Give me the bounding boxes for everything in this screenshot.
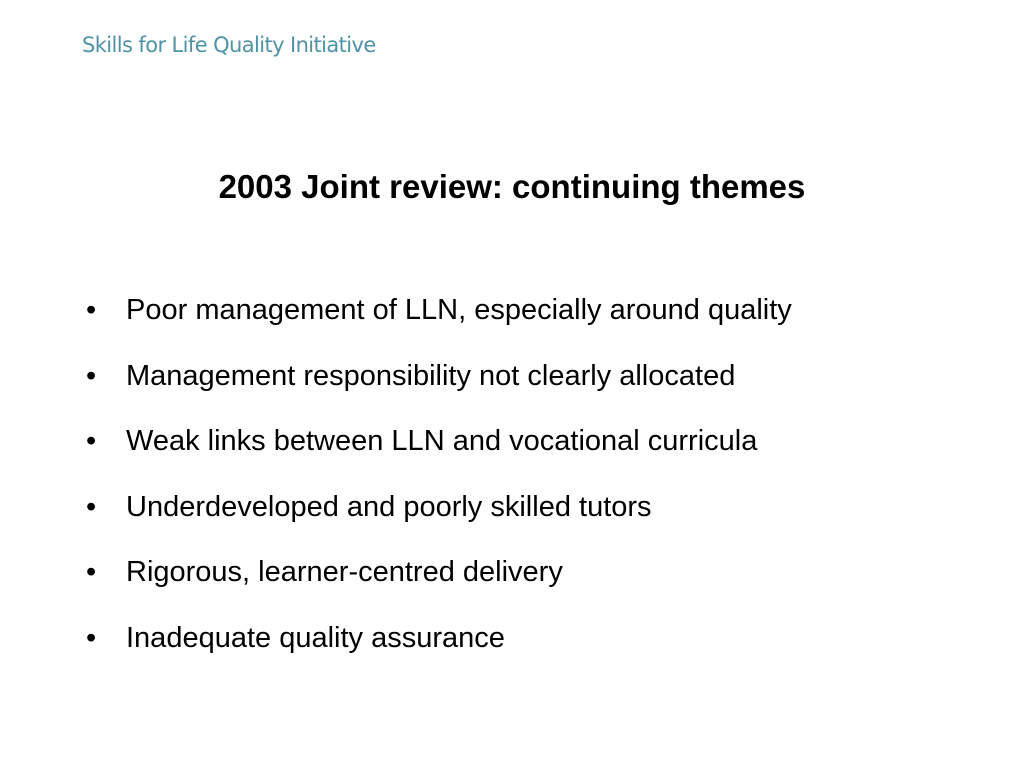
bullet-text: Underdeveloped and poorly skilled tutors (126, 490, 652, 523)
bullet-text: Inadequate quality assurance (126, 621, 505, 654)
bullet-text: Weak links between LLN and vocational curricula (126, 425, 758, 457)
bullet-text: Poor management of LLN, especially around quality (126, 294, 792, 326)
bullet-text: Rigorous, learner-centred delivery (126, 556, 563, 588)
bullet-text: Management responsibility not clearly allocated (126, 359, 736, 392)
bullet-icon: • (86, 425, 97, 457)
bullet-icon: • (86, 490, 97, 523)
bullet-icon: • (86, 621, 97, 654)
bullet-icon: • (86, 294, 97, 326)
brand-logo-text: Skills for Life Quality Initiative (82, 33, 376, 57)
bullet-icon: • (86, 359, 97, 392)
bullet-icon: • (86, 556, 97, 588)
slide-title: 2003 Joint review: continuing themes (218, 168, 806, 205)
